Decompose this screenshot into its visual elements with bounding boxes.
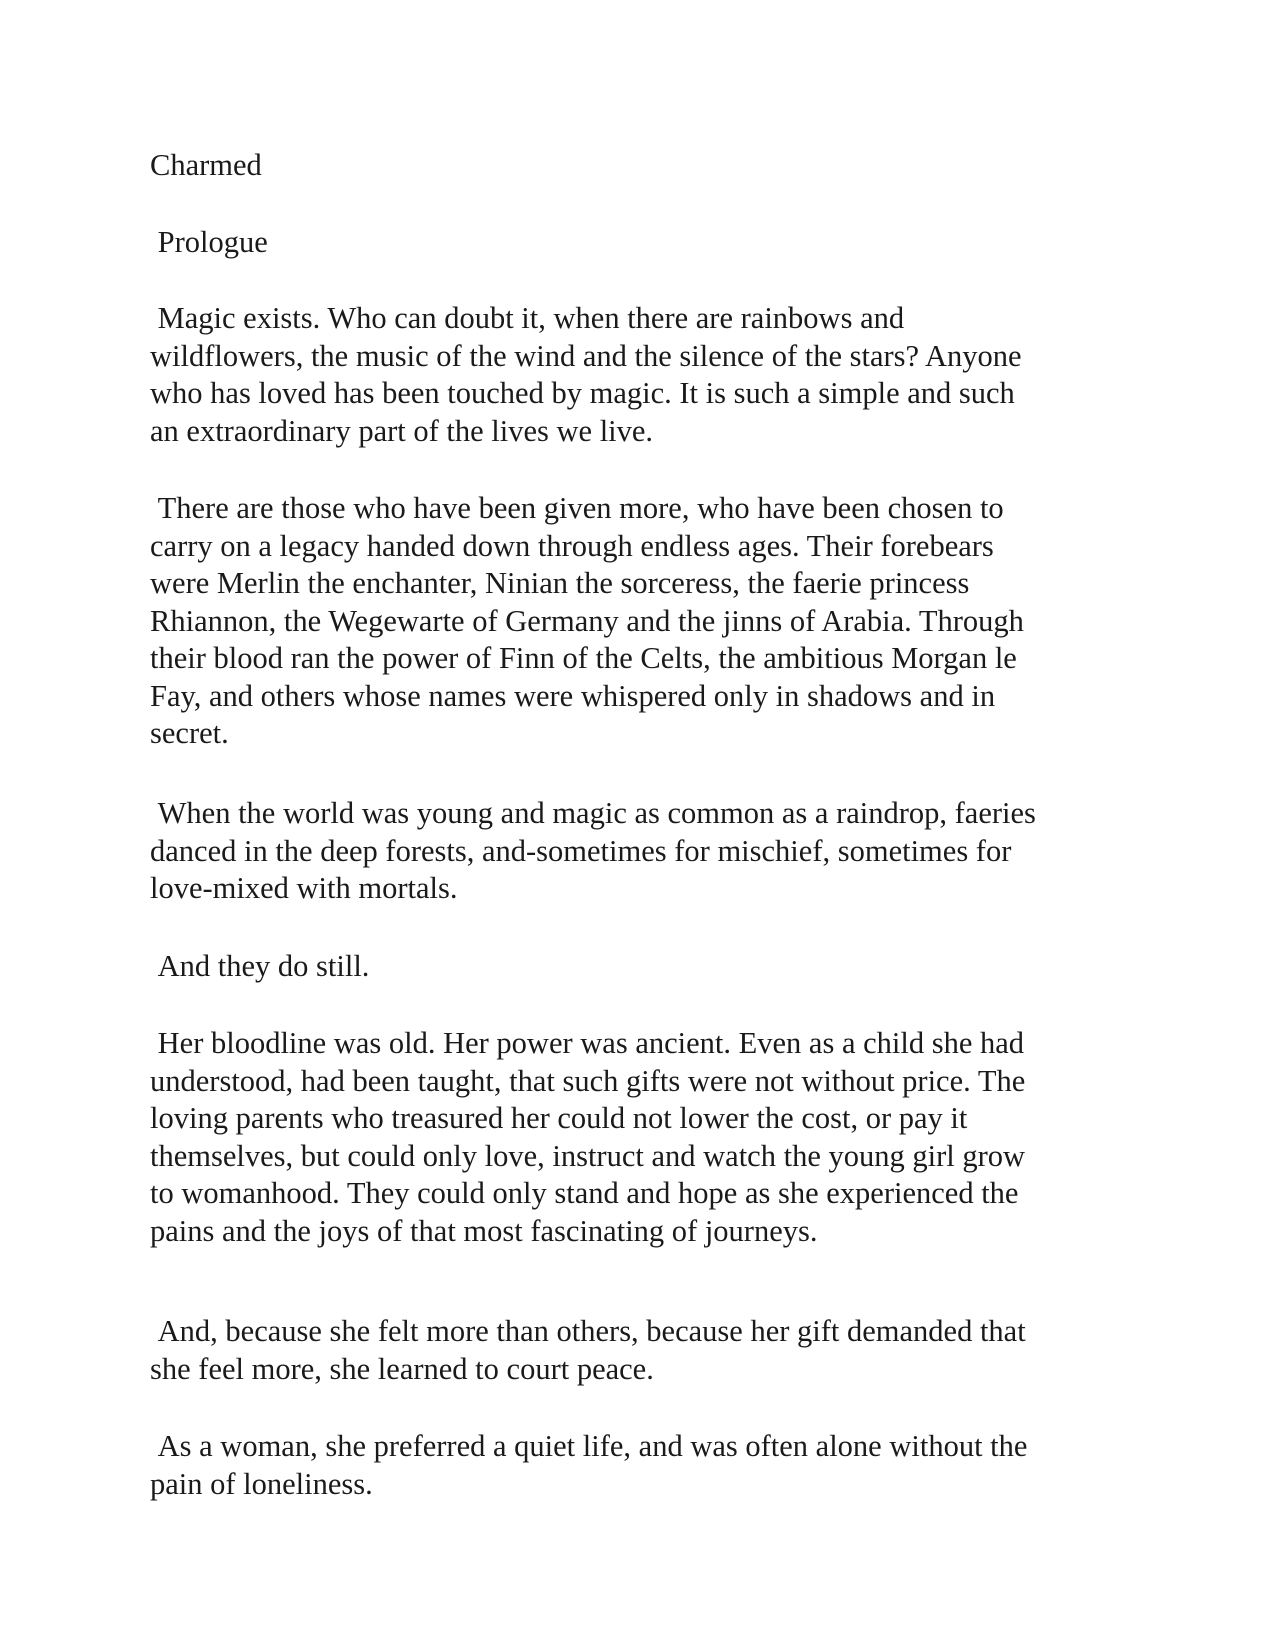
- paragraph: And they do still.: [150, 949, 370, 983]
- paragraph: And, because she felt more than others, because her gift demanded that she feel more, she learned to court peace.: [150, 1314, 1026, 1386]
- paragraph: Her bloodline was old. Her power was ancient. Even as a child she had understood, had been taught, that such gifts were not without price. The loving parents who treasured her could not lower the cost, or pay it themselves, but could only love, instruct and watch the young girl grow to womanhood. They could only stand and hope as she experienced the pains and the joys of that most fascinating of journeys.: [150, 1026, 1026, 1248]
- chapter-heading: Prologue: [150, 225, 268, 259]
- paragraph: Magic exists. Who can doubt it, when there are rainbows and wildflowers, the music of the wind and the silence of the stars? Anyone who has loved has been touched by magic. It is such a simple and such an extraordinary part of the lives we live.: [150, 301, 1022, 448]
- paragraph: When the world was young and magic as common as a raindrop, faeries danced in the deep forests, and-sometimes for mischief, sometimes for love-mixed with mortals.: [150, 796, 1036, 905]
- paragraph: There are those who have been given more, who have been chosen to carry on a legacy handed down through endless ages. Their forebears were Merlin the enchanter, Ninian the sorceress, the faerie princess Rhiannon, the Wegewarte of Germany and the jinns of Arabia. Through their blood ran the power of Finn of the Celts, the ambitious Morgan le Fay, and others whose names were whispered only in shadows and in secret.: [150, 491, 1024, 750]
- paragraph: As a woman, she preferred a quiet life, and was often alone without the pain of loneliness.: [150, 1429, 1028, 1501]
- document-title: Charmed: [150, 148, 262, 182]
